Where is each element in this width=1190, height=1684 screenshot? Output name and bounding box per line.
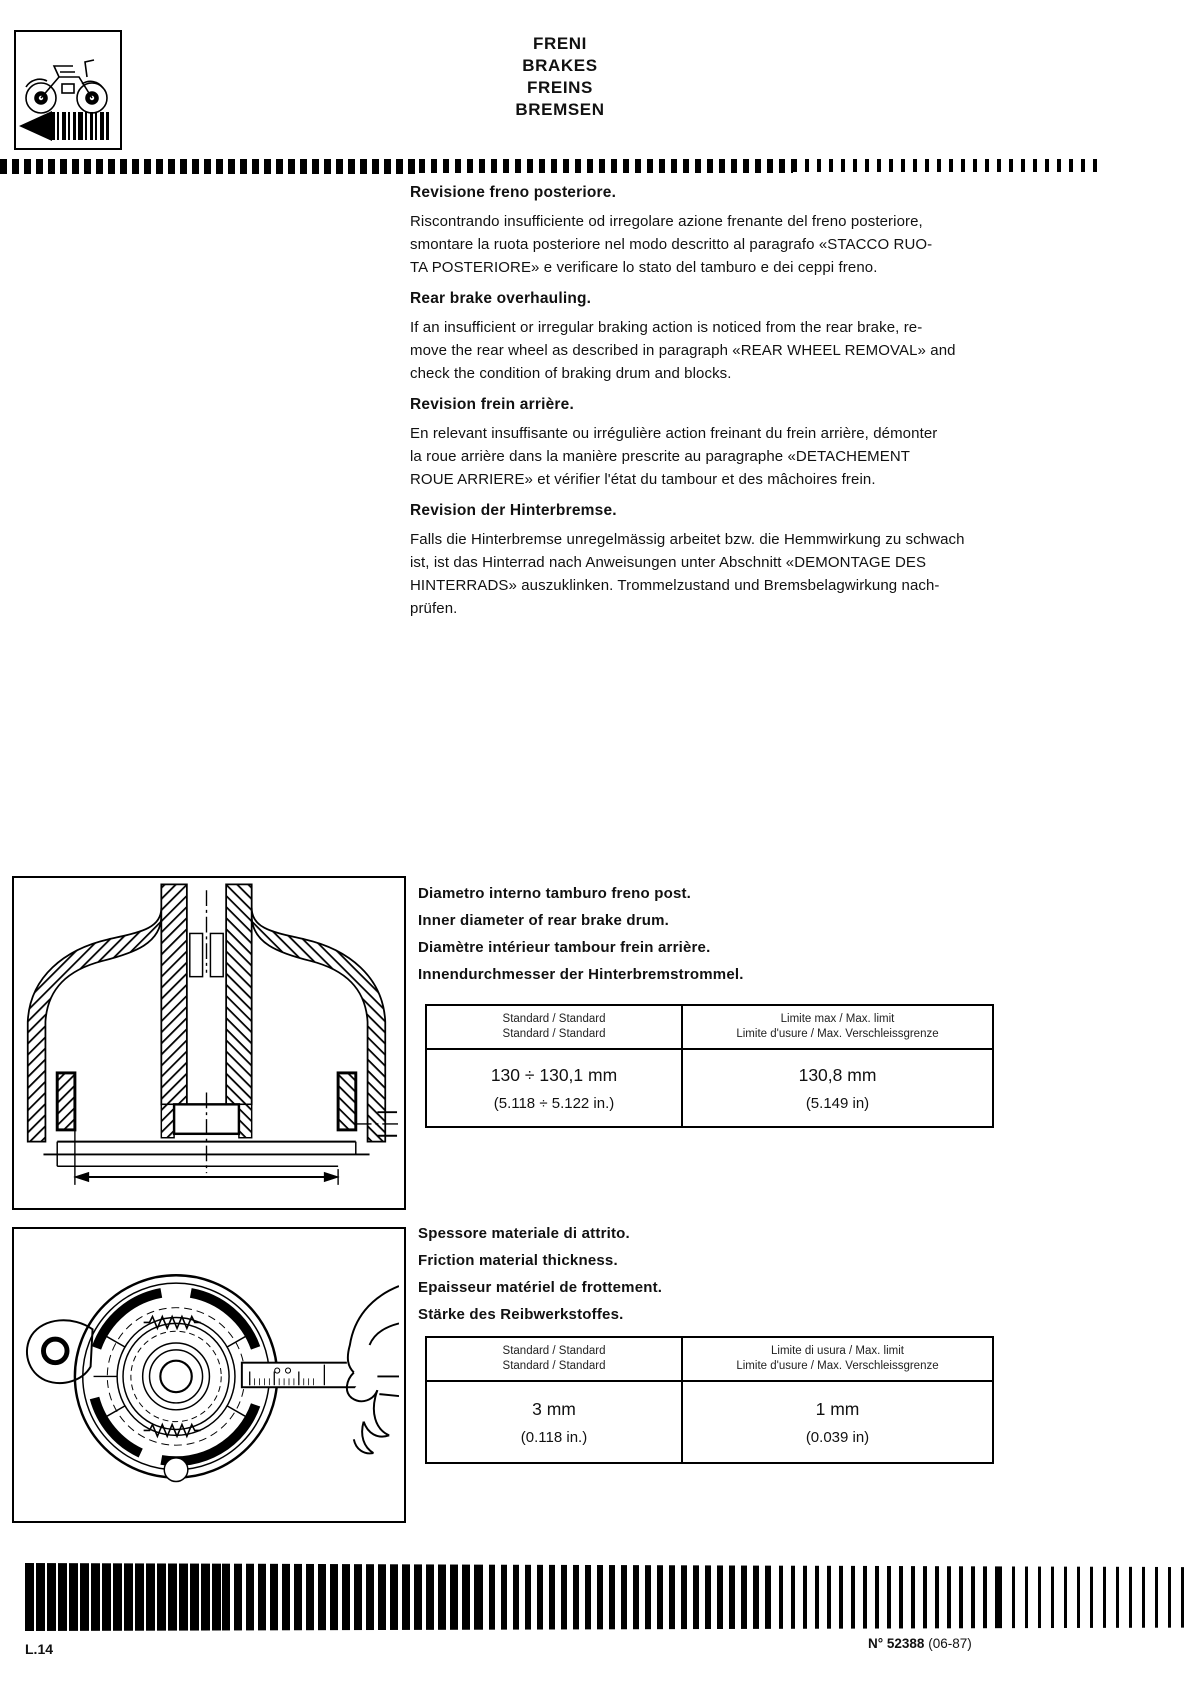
header-line: Limite di usura / Max. limit [771,1345,904,1357]
hand [347,1286,399,1459]
value-mm: 3 mm [532,1398,576,1419]
section-german [410,502,1005,620]
body-line: ROUE ARRIERE» et vérifier l'état du tambour et des mâchoires frein. [410,471,876,488]
title-line-it: FRENI [533,34,587,53]
standard-header-cell [427,1006,683,1050]
header-line: Limite d'usure / Max. Verschleissgrenze [736,1028,939,1040]
separator-segment [25,1563,222,1631]
hub-cross-section-drawing [14,878,399,1203]
friction-caption-block [418,1220,998,1328]
header-line: Standard / Standard [502,1028,606,1040]
plate-ribs [94,1335,248,1418]
caption-line-it: Diametro interno tamburo freno post. [418,885,692,902]
value-in: (5.118 ÷ 5.122 in.) [493,1094,615,1112]
motorcycle-sketch [26,60,107,113]
top-separator-band [0,159,1102,174]
doc-number-text: N° 52388 [868,1636,925,1651]
figure-rear-hub-cross-section [12,876,406,1210]
separator-segment [0,159,419,174]
caption-line-fr: Epaisseur matériel de frottement. [418,1279,663,1296]
value-mm: 130 ÷ 130,1 mm [490,1064,618,1085]
header-line: Standard / Standard [502,1013,606,1025]
separator-segment [222,1563,477,1631]
header-line: Standard / Standard [502,1345,606,1357]
caption-line-de: Innendurchmesser der Hinterbremstrommel. [418,966,744,983]
separator-segment [767,1563,999,1631]
header-line: Limite d'usure / Max. Verschleissgrenze [736,1360,939,1372]
drum-spec-table [425,1004,994,1128]
left-arrow-icon [19,111,52,141]
bottom-separator-band [25,1563,1185,1631]
body-line: Falls die Hinterbremse unregelmässig arbeitet bzw. die Hemmwirkung zu schwach [410,531,965,548]
adjuster-cam [164,1458,188,1482]
limit-header-cell [683,1338,992,1382]
section-french [410,396,1005,491]
body-line: TA POSTERIORE» e verificare lo stato del tamburo e dei ceppi freno. [410,259,878,276]
section-heading: Rear brake overhauling. [410,290,592,307]
body-line: En relevant insuffisante ou irrégulière action freinant du frein arrière, démonter [410,425,938,442]
hub-right-half [210,884,385,1141]
standard-header-cell [427,1338,683,1382]
standard-value-cell [427,1050,683,1126]
separator-segment [999,1563,1185,1631]
separator-segment [419,159,794,173]
document-number [868,1636,972,1651]
caption-line-it: Spessore materiale di attrito. [418,1225,630,1242]
caption-line-en: Friction material thickness. [418,1252,618,1269]
friction-spec-table [425,1336,994,1464]
motorcycle-chapter-icon [16,32,115,143]
value-mm: 130,8 mm [798,1064,877,1085]
title-line-en: BRAKES [522,56,598,75]
caption-line-fr: Diamètre intérieur tambour frein arrière. [418,939,711,956]
value-in: (0.118 in.) [520,1428,588,1446]
title-line-de: BREMSEN [515,100,605,119]
body-line: smontare la ruota posteriore nel modo descritto al paragrafo «STACCO RUO- [410,236,933,253]
caption-line-de: Stärke des Reibwerkstoffes. [418,1306,624,1323]
standard-value-cell [427,1382,683,1462]
body-line: HINTERRADS» auszuklinken. Trommelzustand und Bremsbelagwirkung nach- [410,577,940,594]
value-mm: 1 mm [815,1398,860,1419]
title-line-fr: FREINS [527,78,593,97]
body-line: prüfen. [410,600,458,617]
limit-value-cell [683,1382,992,1462]
body-line: Riscontrando insufficiente od irregolare azione frenante del freno posteriore, [410,213,923,230]
section-english [410,290,1005,385]
body-line: If an insufficient or irregular braking action is noticed from the rear brake, re- [410,319,923,336]
separator-segment [477,1563,767,1631]
logo-barcode [52,112,109,140]
caption-line-en: Inner diameter of rear brake drum. [418,912,670,929]
section-italian [410,184,1005,279]
hub-left-half [28,884,203,1141]
section-heading: Revision frein arrière. [410,396,574,413]
value-in: (0.039 in) [805,1428,870,1446]
separator-segment [793,159,1102,172]
doc-date-text: (06-87) [928,1636,972,1651]
section-heading: Revision der Hinterbremse. [410,502,617,519]
value-in: (5.149 in) [805,1094,870,1112]
brake-measurement-drawing [14,1229,399,1516]
body-line: la roue arrière dans la manière prescrite au paragraphe «DETACHEMENT [410,448,911,465]
chapter-logo-box [14,30,122,150]
limit-value-cell [683,1050,992,1126]
section-heading: Revisione freno posteriore. [410,184,617,201]
page-code: L.14 [25,1641,54,1657]
body-line: move the rear wheel as described in paragraph «REAR WHEEL REMOVAL» and [410,342,956,359]
header-line: Standard / Standard [502,1360,606,1372]
header-line: Limite max / Max. limit [780,1013,895,1025]
chapter-title [440,33,680,121]
figure-brake-shoe-measurement [12,1227,406,1523]
drum-caption-block [418,880,998,988]
body-line: ist, ist das Hinterrad nach Anweisungen unter Abschnitt «DEMONTAGE DES [410,554,927,571]
body-line: check the condition of braking drum and blocks. [410,365,732,382]
limit-header-cell [683,1006,992,1050]
